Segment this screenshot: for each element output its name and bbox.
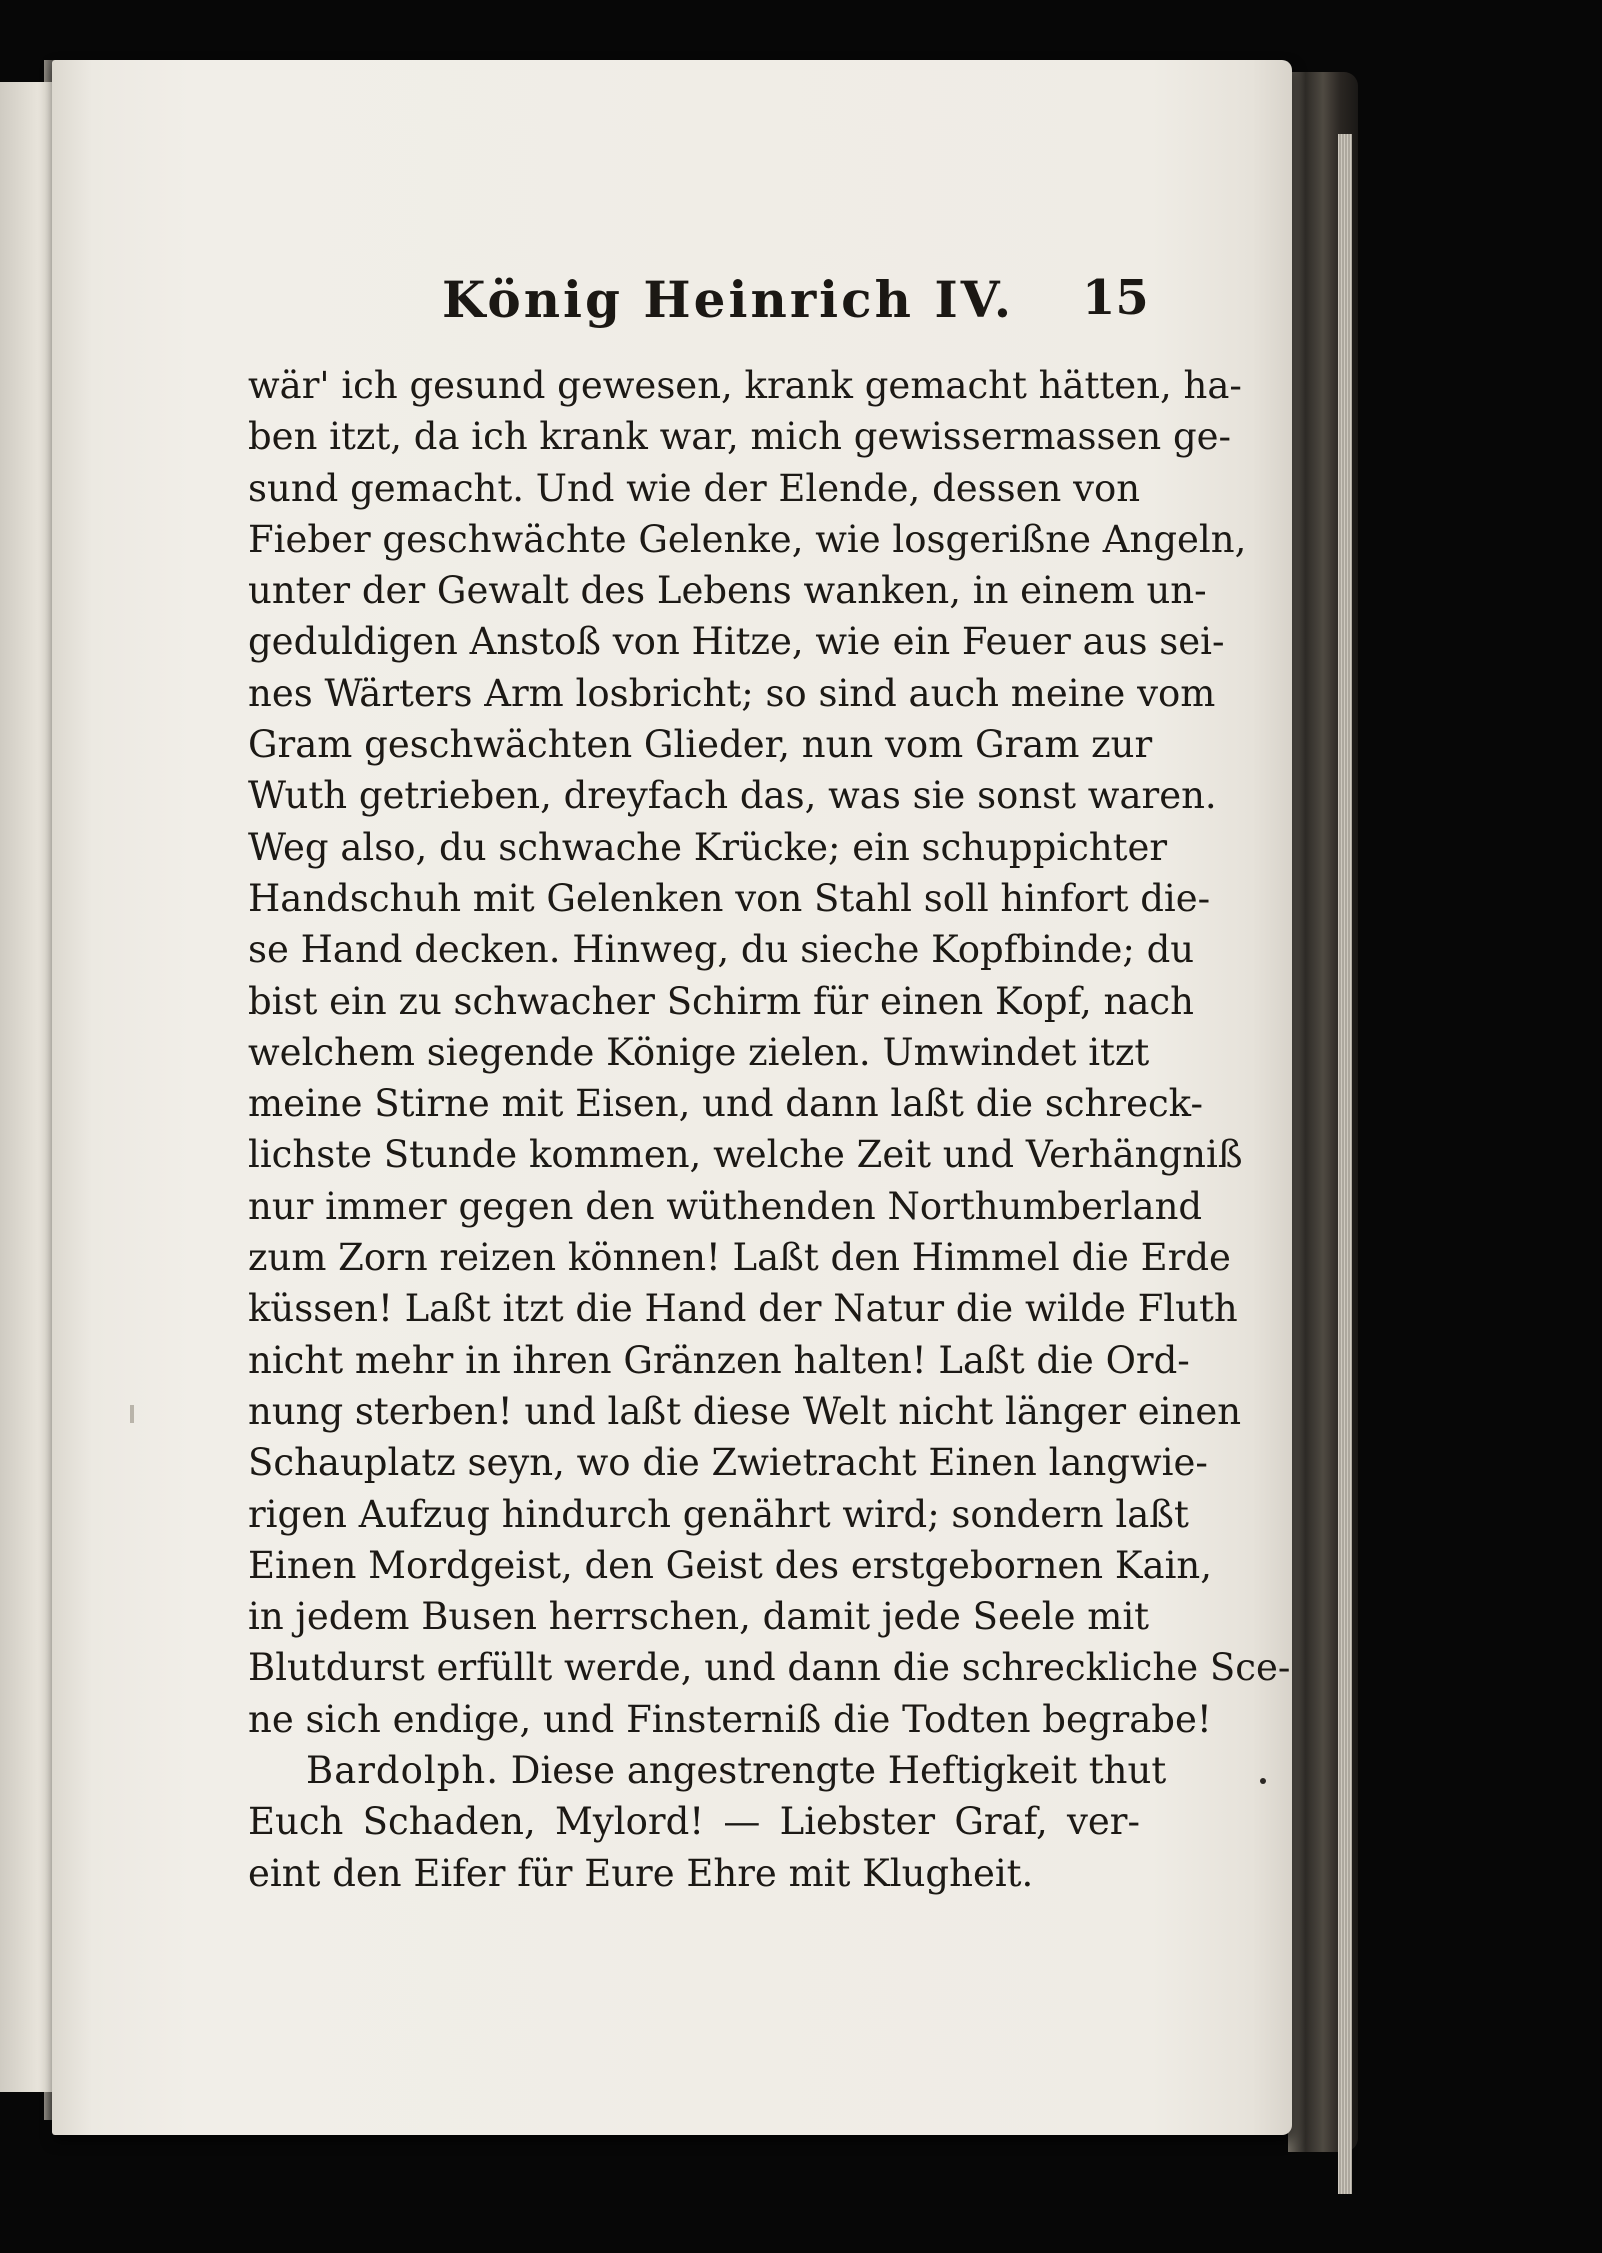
text-line: Gram geschwächten Glieder, nun vom Gram zur: [248, 723, 1153, 767]
text-line: se Hand decken. Hinweg, du sieche Kopfbinde; du: [248, 928, 1195, 972]
text-line: Schauplatz seyn, wo die Zwietracht Einen langwie-: [248, 1441, 1208, 1485]
text-line: Handschuh mit Gelenken von Stahl soll hinfort die-: [248, 876, 1211, 920]
text-line: unter der Gewalt des Lebens wanken, in einem un-: [248, 569, 1207, 613]
body-text: [248, 360, 1291, 1899]
margin-mark: [130, 1405, 134, 1423]
text-line: Einen Mordgeist, den Geist des erstgebornen Kain,: [248, 1543, 1213, 1587]
text-line: Wuth getrieben, dreyfach das, was sie sonst waren.: [248, 774, 1217, 818]
speaker-name: Bardolph.: [306, 1749, 500, 1793]
text-line: küssen! Laßt itzt die Hand der Natur die wilde Fluth: [248, 1287, 1238, 1331]
text-line: Blutdurst erfüllt werde, und dann die schreckliche Sce-: [248, 1646, 1291, 1690]
page-header: [442, 270, 1149, 340]
book-page: [52, 60, 1292, 2135]
text-line: wär' ich gesund gewesen, krank gemacht hätten, ha-: [248, 364, 1242, 407]
text-line: bist ein zu schwacher Schirm für einen Kopf, nach: [248, 979, 1194, 1023]
text-line: lichste Stunde kommen, welche Zeit und Verhängniß: [248, 1133, 1243, 1177]
page-edges: [1338, 134, 1352, 2194]
text-line: in jedem Busen herrschen, damit jede Seele mit: [248, 1595, 1150, 1639]
ink-dot: [1260, 1778, 1266, 1784]
running-title: König Heinrich IV.: [442, 270, 1015, 329]
text-line: Weg also, du schwache Krücke; ein schuppichter: [248, 825, 1168, 869]
text-line: Euch Schaden, Mylord! — Liebster Graf, ver-: [248, 1800, 1140, 1844]
text-line: sund gemacht. Und wie der Elende, dessen von: [248, 466, 1141, 510]
text-line: meine Stirne mit Eisen, und dann laßt die schreck-: [248, 1082, 1203, 1126]
text-line: geduldigen Anstoß von Hitze, wie ein Feuer aus sei-: [248, 620, 1225, 664]
text-line: nes Wärters Arm losbricht; so sind auch meine vom: [248, 671, 1216, 715]
text-line: zum Zorn reizen können! Laßt den Himmel die Erde: [248, 1236, 1231, 1280]
text-line: eint den Eifer für Eure Ehre mit Klugheit.: [248, 1851, 1034, 1895]
page-number: 15: [1082, 270, 1149, 326]
speech-text: Diese angestrengte Heftigkeit thut: [510, 1749, 1167, 1793]
text-line: ben itzt, da ich krank war, mich gewissermassen ge-: [248, 415, 1232, 459]
text-line: rigen Aufzug hindurch genährt wird; sondern laßt: [248, 1492, 1189, 1536]
text-line: nung sterben! und laßt diese Welt nicht länger einen: [248, 1389, 1242, 1433]
text-line: welchem siegende Könige zielen. Umwindet itzt: [248, 1030, 1150, 1074]
text-line: nicht mehr in ihren Gränzen halten! Laßt die Ord-: [248, 1338, 1190, 1382]
text-line: Fieber geschwächte Gelenke, wie losgerißne Angeln,: [248, 517, 1247, 561]
text-line: ne sich endige, und Finsterniß die Todten begrabe!: [248, 1697, 1212, 1741]
speech-first-line: [248, 1745, 1167, 1796]
text-line: nur immer gegen den wüthenden Northumberland: [248, 1184, 1203, 1228]
